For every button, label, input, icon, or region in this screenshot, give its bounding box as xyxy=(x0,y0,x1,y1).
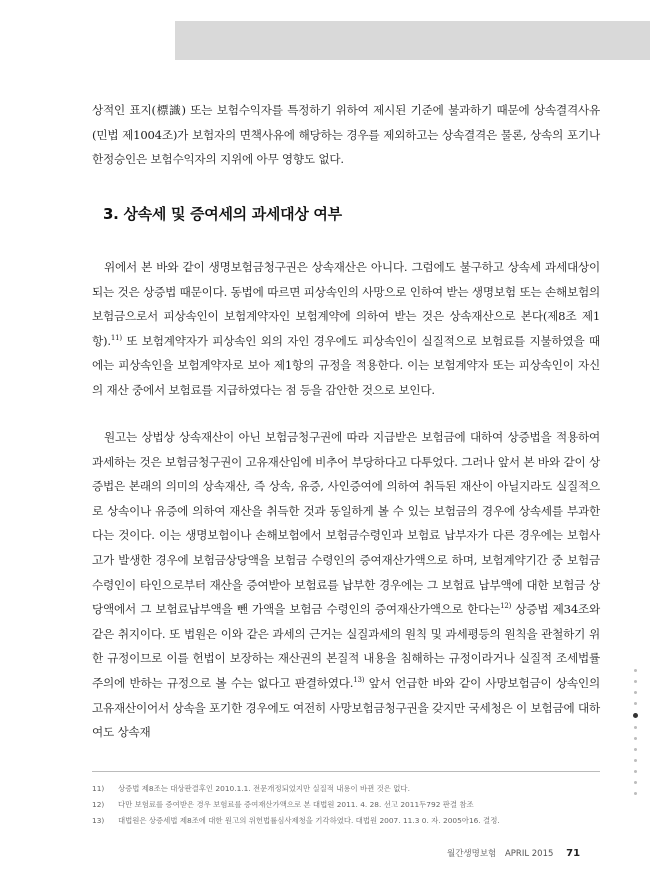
paragraph-plaintiff-claim xyxy=(92,425,600,745)
page-nav-dot[interactable] xyxy=(634,680,637,683)
footnote-item xyxy=(92,813,602,829)
page-nav-dot[interactable] xyxy=(634,726,637,729)
footnote-ref-11[interactable]: 11) xyxy=(110,333,122,342)
footnote-divider xyxy=(92,771,600,772)
header-bar xyxy=(175,21,650,60)
page-nav-dots xyxy=(633,669,639,803)
footnote-number: 12) xyxy=(92,800,105,809)
footnote-number: 13) xyxy=(92,816,105,825)
footnote-number: 11) xyxy=(92,784,105,793)
paragraph-text: 위에서 본 바와 같이 생명보험금청구권은 상속재산은 아니다. 그럼에도 불구하고 상속세 과세대상이 되는 것은 상증법 때문이다. 동법에 따르면 피상속인의 사망으로 인하여 받는 생명보험 또는 손해보험의 보험금으로서 피상속인이 보험계약자인 보험계약에 의하여 받는 것은 상속재산으로 본다(제8조 제1항). xyxy=(92,260,600,348)
issue-date: APRIL 2015 xyxy=(504,849,554,859)
page-footer xyxy=(447,847,580,859)
page-nav-dot[interactable] xyxy=(633,713,638,718)
page-nav-dot[interactable] xyxy=(634,770,637,773)
page-nav-dot[interactable] xyxy=(634,781,637,784)
footnote-ref-13[interactable]: 13) xyxy=(353,676,365,685)
paragraph-text: 원고는 상법상 상속재산이 아닌 보험금청구권에 따라 지급받은 보험금에 대하여 상증법을 적용하여 과세하는 것은 보험금청구권이 고유재산임에 비추어 부당하다고 다투었다. 그러나 앞서 본 바와 같이 상증법은 본래의 의미의 상속재산, 즉 상속, 유증, 사인증여에 의하여 취득된 재산이 아닐지라도 실질적으로 상속이나 유증에 의하여 재산을 취득한 것과 동일하게 볼 수 있는 보험금의 경우에 상속세를 부과한다는 것이다. 이는 생명보험이나 손해보험에서 보험금수령인과 보험료 납부자가 다른 경우에는 보험사고가 발생한 경우에 보험금상당액을 보험금 수령인의 증여재산가액으로 하며, 보험계약기간 중 보험금 수령인이 타인으로부터 재산을 증여받아 보험료를 납부한 경우에는 그 보험료 납부액에 대한 보험금 상당액에서 그 보험료납부액을 뺀 가액을 보험금 수령인의 증여재산가액으로 한다는 xyxy=(92,430,600,617)
footnotes xyxy=(92,781,602,829)
page-nav-dot[interactable] xyxy=(634,737,637,740)
paragraph-text: 상증법 제34조와 같은 취지이다. 또 법원은 이와 같은 과세의 근거는 실질과세의 원칙 및 과세평등의 원칙을 관철하기 위한 규정이므로 이를 헌법이 보장하는 재산권의 본질적 내용을 침해하는 규정이라거나 실질적 조세법률주의에 반하는 규정으로 볼 수는 없다고 판결하였다. xyxy=(92,602,600,690)
paragraph-taxation-basis xyxy=(92,255,600,403)
footnote-text: 대법원은 상증세법 제8조에 대한 원고의 위헌법률심사제청을 기각하였다. 대법원 2007. 11.3 0. 자. 2005아16. 결정. xyxy=(118,816,500,825)
page-nav-dot[interactable] xyxy=(634,792,637,795)
page-nav-dot[interactable] xyxy=(634,759,637,762)
footnote-item xyxy=(92,781,602,797)
footnote-text: 상증법 제8조는 대상판결후인 2010.1.1. 전문개정되었지만 실질적 내용이 바뀐 것은 없다. xyxy=(118,784,410,793)
page-nav-dot[interactable] xyxy=(634,748,637,751)
page-nav-dot[interactable] xyxy=(634,702,637,705)
paragraph-text: 앞서 언급한 바와 같이 사망보험금이 상속인의 고유재산이어서 상속을 포기한 경우에도 여전히 사망보험금청구권을 갖지만 국세청은 이 보험금에 대하여도 상속재 xyxy=(92,675,600,740)
footnote-item xyxy=(92,797,602,813)
page-nav-dot[interactable] xyxy=(634,669,637,672)
magazine-name: 월간생명보험 xyxy=(447,849,497,859)
paragraph-text: 또 보험계약자가 피상속인 외의 자인 경우에도 피상속인이 실질적으로 보험료를 지불하였을 때에는 피상속인을 보험계약자로 보아 제1항의 규정을 적용한다. 이는 보험계약자 또는 피상속인이 자신의 재산 중에서 보험료를 지급하였다는 점 등을 감안한 것으로 보인다. xyxy=(92,333,600,397)
section-heading: 3. 상속세 및 증여세의 과세대상 여부 xyxy=(103,205,342,223)
footnote-ref-12[interactable]: 12) xyxy=(500,602,512,611)
paragraph-intro: 상적인 표지(標識) 또는 보험수익자를 특정하기 위하여 제시된 기준에 불과하기 때문에 상속결격사유(민법 제1004조)가 보험자의 면책사유에 해당하는 경우를 제외하고는 상속결격은 물론, 상속의 포기나 한정승인은 보험수익자의 지위에 아무 영향도 없다. xyxy=(92,103,600,167)
footnote-text: 다만 보험료를 증여받은 경우 보험료를 증여재산가액으로 본 대법원 2011. 4. 28. 선고 2011두792 판결 참조 xyxy=(118,800,474,809)
page-nav-dot[interactable] xyxy=(634,691,637,694)
page-number: 71 xyxy=(566,848,581,859)
